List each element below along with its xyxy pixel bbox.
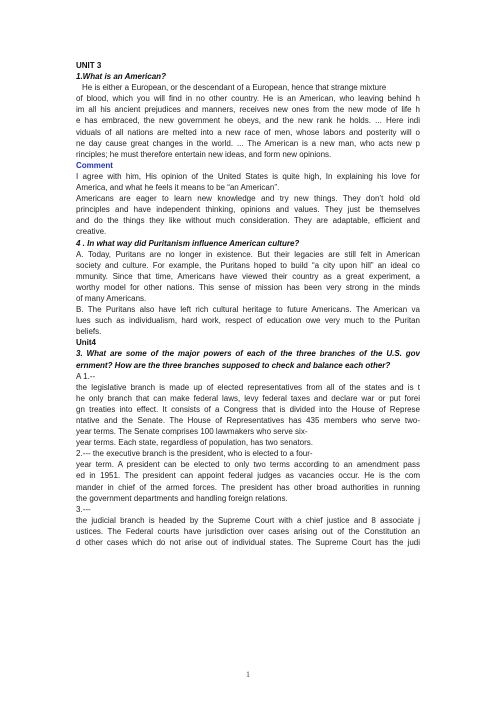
unit4-heading: Unit4: [76, 338, 96, 348]
q3-a-label: A 1.--: [76, 371, 96, 381]
q4-b-line: lues such as individualism, hard work, respect of education owe very much to the Puritan: [76, 316, 420, 326]
unit3-heading: UNIT 3: [76, 61, 102, 70]
q4-answer-a: [76, 249, 420, 304]
legislative-line: year terms. Each state, regardless of population, has two senators.: [76, 438, 314, 448]
document-page: [76, 60, 420, 548]
executive-line: the government departments and handling foreign relations.: [76, 493, 288, 503]
legislative-line: year terms. The Senate comprises 100 lawmakers who serve six-: [76, 427, 308, 437]
q3-title-line: 3. What are some of the major powers of each of the three branches of the U.S. gov: [76, 349, 420, 359]
q1-line: ne day cause great changes in the world. ... The American is a new man, who acts new p: [76, 138, 420, 148]
q1-line: He is either a European, or the descendant of a European, hence that strange mixture: [82, 83, 387, 93]
judicial-line: the judicial branch is headed by the Supreme Court with a chief justice and 8 associate j: [76, 515, 420, 525]
q4-a-line: worthy model for other nations. This sense of mission has been very strong in the minds: [76, 282, 420, 292]
q1-line: im all his ancient prejudices and manners, receives new ones from the new mode of life h: [76, 105, 420, 115]
page-number: 1: [246, 670, 250, 679]
comment-line: Americans are eager to learn new knowledge and try new things. They don’t hold old: [76, 194, 420, 204]
q4-a-line: A. Today, Puritans are no longer in existence. But their legacies are still felt in American: [76, 249, 420, 259]
comment-paragraph-2: [76, 193, 420, 237]
legislative-line: he only branch that can make federal laws, levy federal taxes and declare war or put forei: [76, 393, 420, 403]
q1-line: of blood, which you will find in no other country. He is an American, who leaving behind h: [76, 94, 420, 104]
q4-b-line: B. The Puritans also have left rich cultural heritage to future Americans. The American va: [76, 305, 420, 315]
q1-line: e has embraced, the new government he obeys, and the new rank he holds. ... Here indi: [76, 116, 420, 126]
comment-paragraph-1: [76, 171, 420, 193]
comment-line: creative.: [76, 227, 107, 237]
judicial-line: d other cases which do not arise out of individual states. The Supreme Court has the judi: [76, 538, 420, 548]
q4-a-line: mmunity. Since that time, Americans have viewed their country as a great experiment, a: [76, 271, 420, 281]
legislative-line: gn treaties into effect. It consists of a Congress that is divided into the House of Represe: [76, 404, 420, 414]
executive-line: 2.--- the executive branch is the president, who is elected to a four-: [76, 449, 313, 459]
q4-title: 4 . In what way did Puritanism influence American culture?: [76, 238, 300, 248]
comment-line: principles and have independent thinking, opinions and values. They just be themselves: [76, 205, 420, 215]
comment-label: Comment: [76, 160, 113, 170]
q4-b-line: beliefs.: [76, 327, 102, 337]
q4-a-line: of many Americans.: [76, 293, 147, 303]
judicial-paragraph: [76, 515, 420, 548]
q3-title-line: ernment? How are the three branches supposed to check and balance each other?: [76, 360, 391, 370]
executive-line: year term. A president can be elected to only two terms according to an amendment pass: [76, 460, 420, 470]
comment-line: America, and what he feels it means to be “an American”.: [76, 183, 280, 193]
judicial-line: ustices. The Federal courts have jurisdiction over cases arising out of the Constitution an: [76, 526, 420, 536]
q4-answer-b: [76, 304, 420, 337]
executive-line: mander in chief of the armed forces. The president has other broad authorities in running: [76, 482, 420, 492]
legislative-paragraph: [76, 382, 420, 449]
q1-title: 1.What is an American?: [76, 72, 166, 82]
comment-line: I agree with him, His opinion of the United States is quite high, In explaining his love for: [76, 171, 420, 181]
legislative-line: the legislative branch is made up of elected representatives from all of the states and is t: [76, 382, 420, 392]
q1-line: viduals of all nations are melted into a new race of men, whose labors and posterity will o: [76, 127, 420, 137]
judicial-label: 3.---: [76, 504, 91, 514]
q4-a-line: society and culture. For example, the Puritans hoped to build “a city upon hill” an ideal co: [76, 260, 420, 270]
q1-paragraph: [76, 82, 420, 160]
comment-line: and do the things they like without much consideration. They are adaptable, efficient and: [76, 216, 420, 226]
executive-paragraph: [76, 448, 420, 503]
executive-line: ed in 1951. The president can appoint federal judges as vacancies occur. He is the com: [76, 471, 420, 481]
legislative-line: ntative and the Senate. The House of Representatives has 435 members who serve two-: [76, 416, 420, 425]
q1-line: rinciples; he must therefore entertain new ideas, and form new opinions.: [76, 149, 332, 159]
